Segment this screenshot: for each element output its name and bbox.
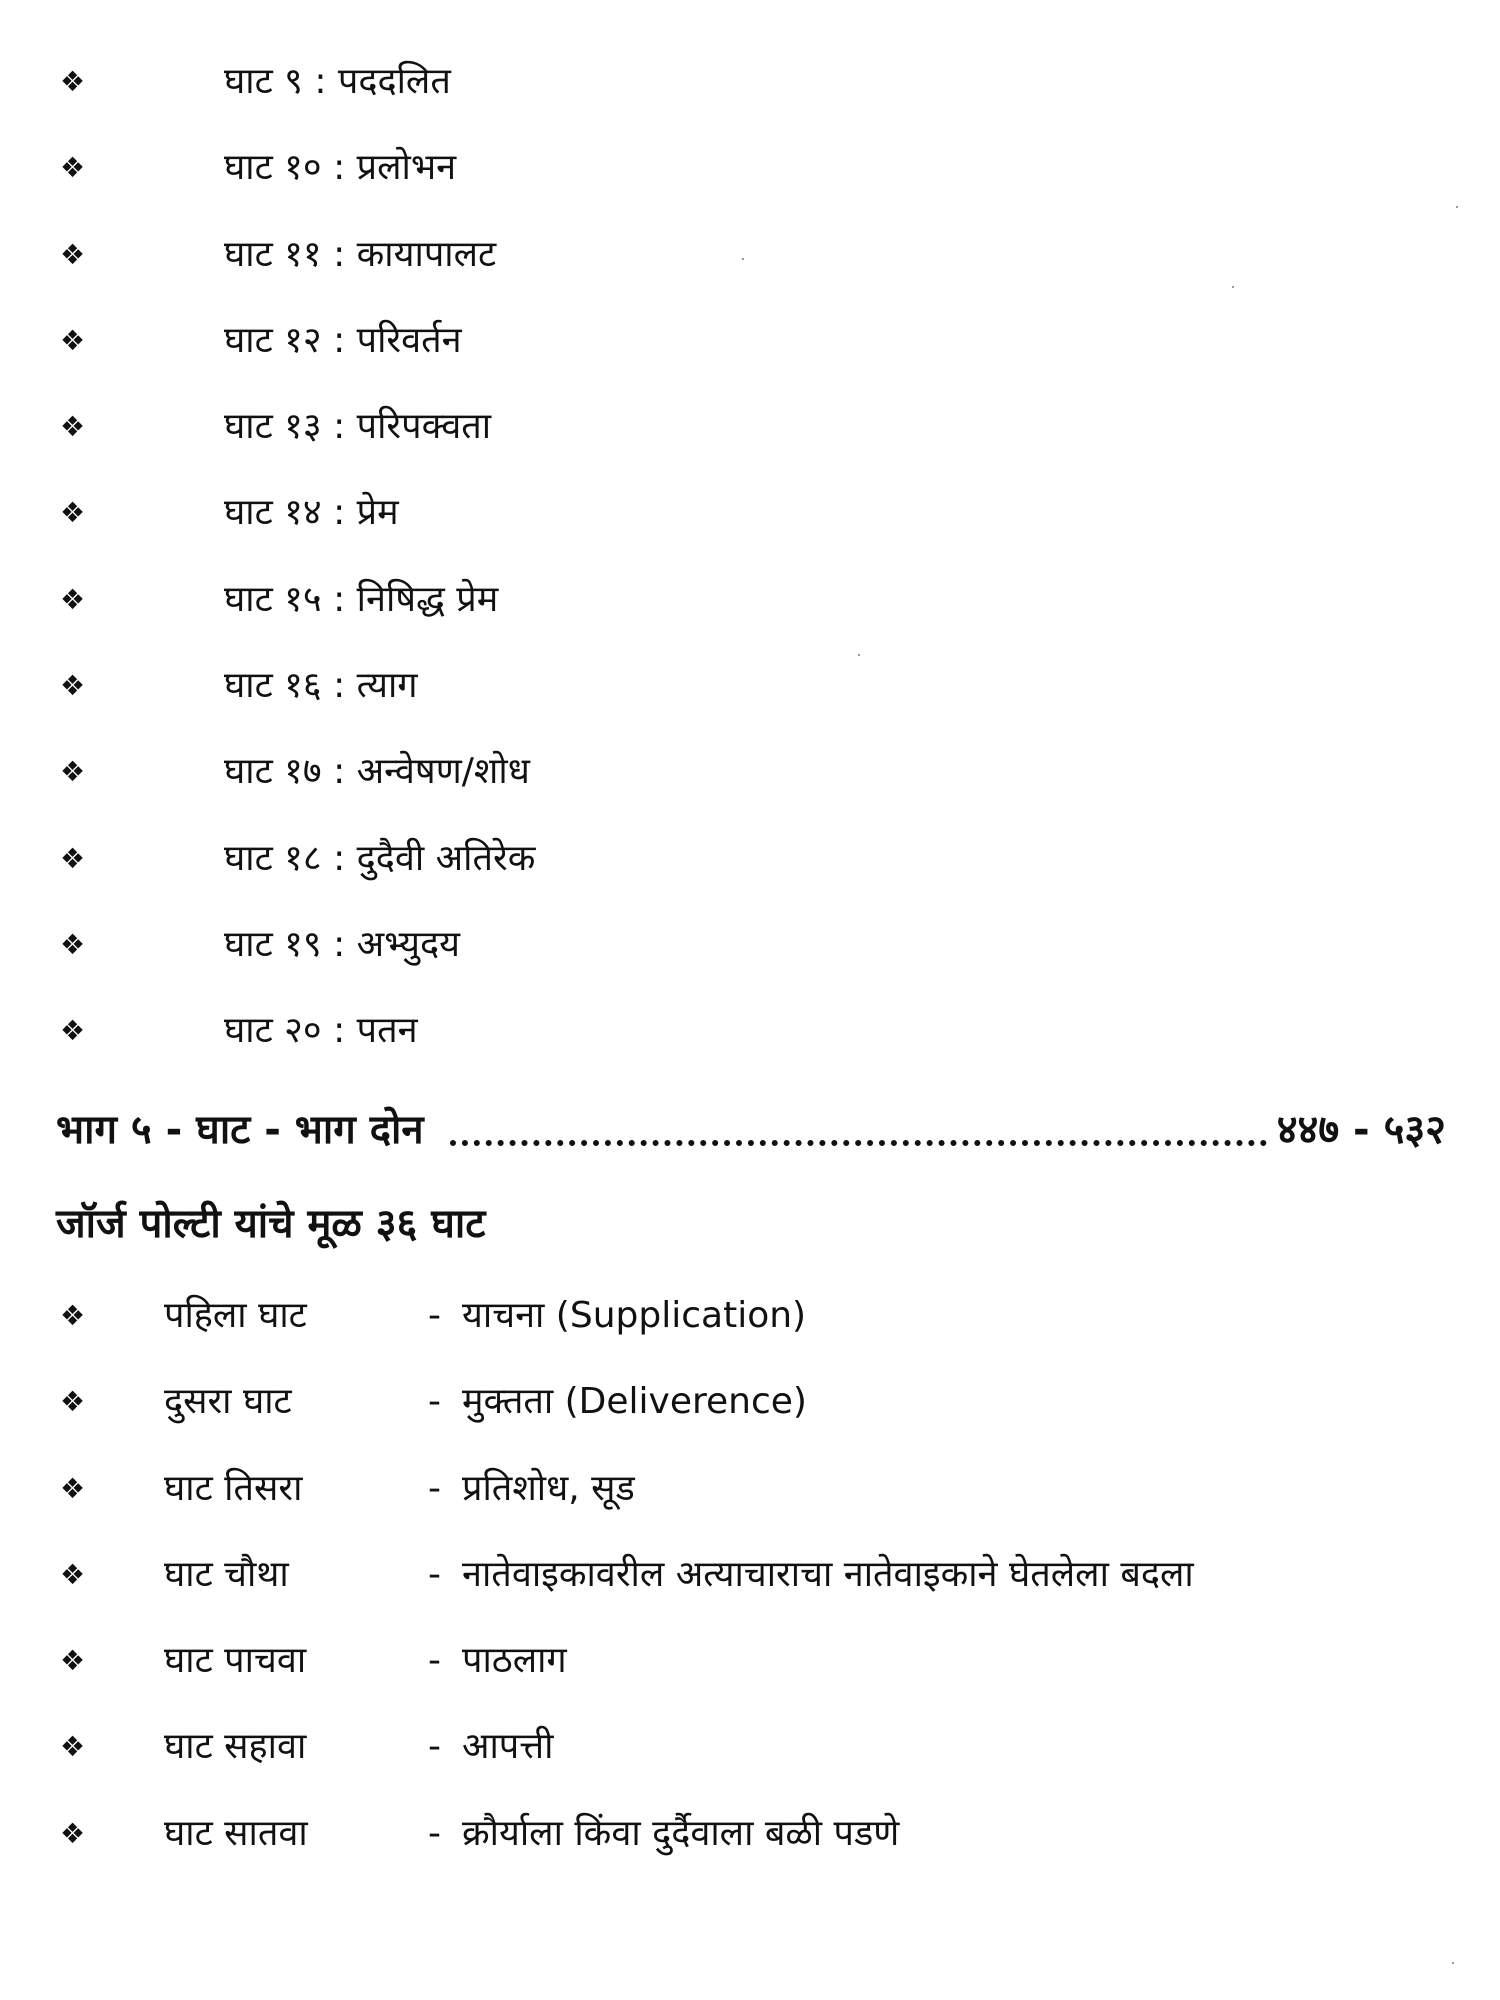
list-item xyxy=(60,1635,1194,1721)
plot-item-text: घाट १२ : परिवर्तन xyxy=(224,319,462,361)
situation-name: घाट सहावा xyxy=(164,1726,307,1768)
situation-meaning: याचना (Supplication) xyxy=(462,1295,807,1336)
plot-item-text: घाट २० : पतन xyxy=(224,1010,418,1052)
plot-item-text: घाट ११ : कायापालट xyxy=(224,233,497,275)
plot-item-text: घाट ९ : पददलित xyxy=(224,61,451,102)
list-item xyxy=(60,919,535,1005)
situation-meaning: मुक्तता (Deliverence) xyxy=(462,1381,807,1423)
situation-name: घाट चौथा xyxy=(164,1553,289,1595)
four-diamond-bullet-icon: ❖ xyxy=(60,755,86,789)
list-item xyxy=(60,1290,1194,1376)
list-item xyxy=(60,1463,1194,1549)
four-diamond-bullet-icon: ❖ xyxy=(60,237,86,271)
list-item xyxy=(60,487,535,573)
list-item xyxy=(60,1721,1194,1807)
scan-speck xyxy=(1232,286,1234,288)
plot-item-text: घाट १३ : परिपक्वता xyxy=(224,406,492,448)
situation-meaning: पाठलाग xyxy=(462,1640,567,1682)
list-item xyxy=(60,1376,1194,1462)
situation-meaning: प्रतिशोध, सूड xyxy=(462,1467,635,1509)
dash-separator: - xyxy=(428,1381,441,1423)
four-diamond-bullet-icon: ❖ xyxy=(60,1644,86,1678)
four-diamond-bullet-icon: ❖ xyxy=(60,1385,86,1419)
dash-separator: - xyxy=(428,1295,441,1336)
list-item xyxy=(60,401,535,487)
situation-meaning: आपत्ती xyxy=(462,1726,554,1768)
situation-meaning: क्रौर्याला किंवा दुर्दैवाला बळी पडणे xyxy=(462,1812,900,1854)
plot-item-text: घाट १९ : अभ्युदय xyxy=(224,923,460,965)
dotted-leader xyxy=(450,1140,1267,1146)
plot-item-text: घाट १८ : दुदैवी अतिरेक xyxy=(224,837,536,879)
plot-list xyxy=(60,56,535,1092)
four-diamond-bullet-icon: ❖ xyxy=(60,323,86,357)
section-page-range: ४४७ - ५३२ xyxy=(1276,1107,1446,1153)
dash-separator: - xyxy=(428,1553,441,1595)
four-diamond-bullet-icon: ❖ xyxy=(60,1557,86,1591)
plot-item-text: घाट १० : प्रलोभन xyxy=(224,147,457,189)
four-diamond-bullet-icon: ❖ xyxy=(60,1730,86,1764)
situation-name: दुसरा घाट xyxy=(164,1381,292,1423)
section-heading xyxy=(56,1098,1446,1158)
four-diamond-bullet-icon: ❖ xyxy=(60,65,86,98)
four-diamond-bullet-icon: ❖ xyxy=(60,582,86,616)
four-diamond-bullet-icon: ❖ xyxy=(60,410,86,444)
list-item xyxy=(60,1549,1194,1635)
list-item xyxy=(60,56,535,142)
scan-speck xyxy=(858,654,860,656)
four-diamond-bullet-icon: ❖ xyxy=(60,1471,86,1505)
situation-name: घाट सातवा xyxy=(164,1812,308,1854)
plot-item-text: घाट १५ : निषिद्ध प्रेम xyxy=(224,578,499,620)
list-item xyxy=(60,315,535,401)
dash-separator: - xyxy=(428,1812,441,1854)
four-diamond-bullet-icon: ❖ xyxy=(60,1299,86,1332)
situation-meaning: नातेवाइकावरील अत्याचाराचा नातेवाइकाने घेतलेला बदला xyxy=(462,1553,1194,1595)
four-diamond-bullet-icon: ❖ xyxy=(60,841,86,875)
four-diamond-bullet-icon: ❖ xyxy=(60,151,86,185)
list-item xyxy=(60,574,535,660)
scan-speck xyxy=(1456,206,1458,208)
section-title: भाग ५ - घाट - भाग दोन xyxy=(56,1107,424,1153)
list-item xyxy=(60,1808,1194,1894)
four-diamond-bullet-icon: ❖ xyxy=(60,927,86,961)
scan-speck xyxy=(742,258,744,260)
dash-separator: - xyxy=(428,1726,441,1768)
dash-separator: - xyxy=(428,1467,441,1509)
scan-speck xyxy=(1452,1962,1454,1964)
four-diamond-bullet-icon: ❖ xyxy=(60,669,86,703)
list-item xyxy=(60,660,535,746)
plot-item-text: घाट १४ : प्रेम xyxy=(224,492,399,534)
list-item xyxy=(60,1005,535,1091)
list-item xyxy=(60,229,535,315)
four-diamond-bullet-icon: ❖ xyxy=(60,1014,86,1048)
situation-name: घाट तिसरा xyxy=(164,1467,303,1509)
polti-situations-list xyxy=(60,1290,1194,1894)
list-item xyxy=(60,142,535,228)
situation-name: पहिला घाट xyxy=(164,1295,307,1336)
plot-item-text: घाट १६ : त्याग xyxy=(224,665,418,707)
plot-item-text: घाट १७ : अन्वेषण/शोध xyxy=(224,751,530,793)
four-diamond-bullet-icon: ❖ xyxy=(60,496,86,530)
subheading: जॉर्ज पोल्टी यांचे मूळ ३६ घाट xyxy=(56,1201,486,1247)
dash-separator: - xyxy=(428,1640,441,1682)
situation-name: घाट पाचवा xyxy=(164,1640,307,1682)
list-item xyxy=(60,833,535,919)
list-item xyxy=(60,746,535,832)
four-diamond-bullet-icon: ❖ xyxy=(60,1816,86,1850)
